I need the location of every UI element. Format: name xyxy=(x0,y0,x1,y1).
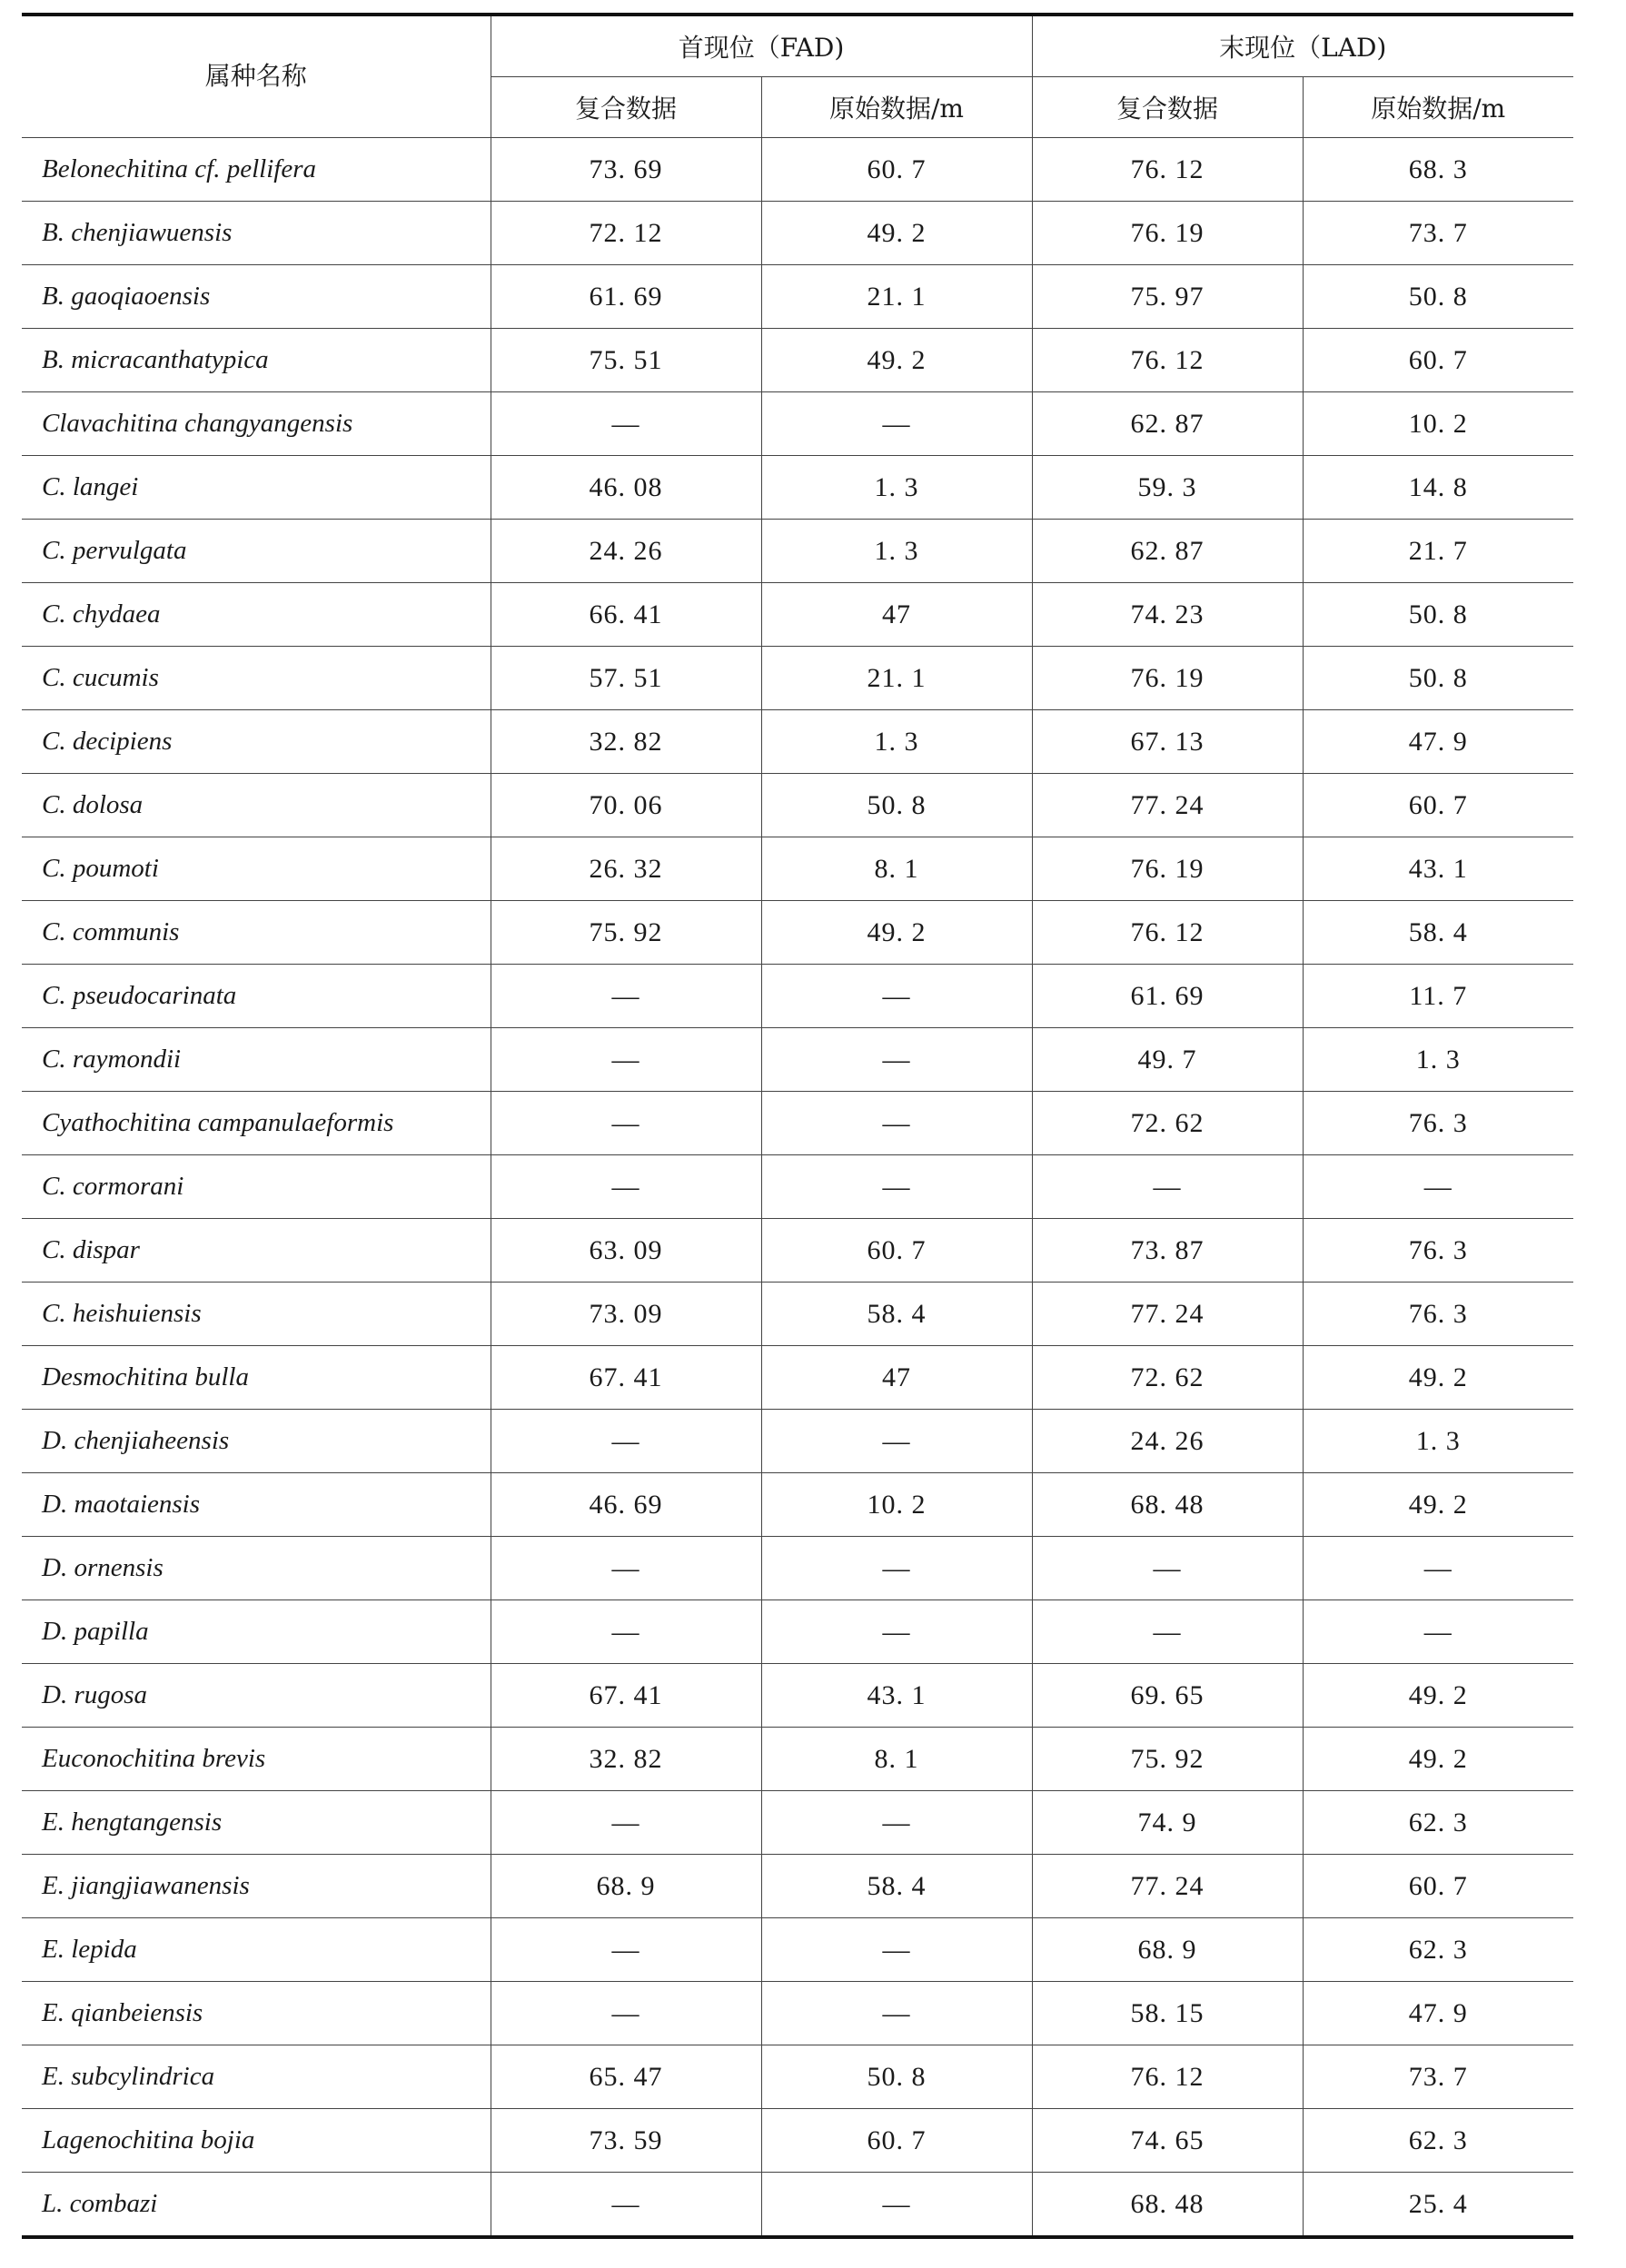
fad-composite-cell: 24. 26 xyxy=(491,520,761,583)
lad-composite-cell: 76. 19 xyxy=(1032,647,1303,710)
table-row xyxy=(22,2173,1573,2238)
table-row xyxy=(22,2045,1573,2109)
fad-raw-cell: — xyxy=(761,1410,1032,1473)
lad-raw-cell: 14. 8 xyxy=(1303,456,1573,520)
species-name-cell: Euconochitina brevis xyxy=(22,1728,491,1791)
table-row xyxy=(22,583,1573,647)
fad-composite-cell: 75. 51 xyxy=(491,329,761,392)
fad-composite-cell: — xyxy=(491,1155,761,1219)
fad-composite-cell: — xyxy=(491,1537,761,1600)
fad-raw-cell: — xyxy=(761,1537,1032,1600)
fad-composite-cell: — xyxy=(491,1982,761,2045)
fad-raw-cell: — xyxy=(761,392,1032,456)
lad-raw-cell: 49. 2 xyxy=(1303,1664,1573,1728)
lad-composite-cell: 73. 87 xyxy=(1032,1219,1303,1283)
table-header xyxy=(22,15,1573,138)
lad-composite-cell: 72. 62 xyxy=(1032,1092,1303,1155)
fad-composite-cell: — xyxy=(491,965,761,1028)
fad-raw-cell: 50. 8 xyxy=(761,774,1032,837)
lad-composite-cell: — xyxy=(1032,1537,1303,1600)
table-row xyxy=(22,837,1573,901)
species-name-cell: C. cucumis xyxy=(22,647,491,710)
species-name-cell: E. lepida xyxy=(22,1918,491,1982)
table-row xyxy=(22,1918,1573,1982)
fad-composite-cell: — xyxy=(491,1028,761,1092)
fad-raw-cell: 60. 7 xyxy=(761,1219,1032,1283)
lad-raw-cell: 60. 7 xyxy=(1303,774,1573,837)
lad-composite-cell: 59. 3 xyxy=(1032,456,1303,520)
lad-raw-cell: 49. 2 xyxy=(1303,1728,1573,1791)
lad-composite-cell: 76. 12 xyxy=(1032,329,1303,392)
lad-raw-cell: 73. 7 xyxy=(1303,202,1573,265)
fad-composite-cell: 68. 9 xyxy=(491,1855,761,1918)
fad-raw-cell: 49. 2 xyxy=(761,329,1032,392)
fad-composite-cell: 61. 69 xyxy=(491,265,761,329)
fad-raw-cell: — xyxy=(761,1600,1032,1664)
fad-raw-cell: 49. 2 xyxy=(761,901,1032,965)
fad-composite-cell: 70. 06 xyxy=(491,774,761,837)
fad-raw-cell: 60. 7 xyxy=(761,2109,1032,2173)
lad-raw-cell: 50. 8 xyxy=(1303,265,1573,329)
species-name-cell: L. combazi xyxy=(22,2173,491,2238)
fad-composite-cell: 72. 12 xyxy=(491,202,761,265)
lad-raw-cell: 50. 8 xyxy=(1303,647,1573,710)
fad-composite-cell: 65. 47 xyxy=(491,2045,761,2109)
fad-composite-cell: — xyxy=(491,392,761,456)
species-name-cell: C. cormorani xyxy=(22,1155,491,1219)
fad-raw-cell: 21. 1 xyxy=(761,647,1032,710)
fad-raw-cell: — xyxy=(761,1028,1032,1092)
lad-composite-cell: 24. 26 xyxy=(1032,1410,1303,1473)
lad-raw-cell: 60. 7 xyxy=(1303,1855,1573,1918)
lad-raw-cell: 76. 3 xyxy=(1303,1283,1573,1346)
table-row xyxy=(22,1537,1573,1600)
fad-raw-cell: 1. 3 xyxy=(761,710,1032,774)
species-name-cell: D. ornensis xyxy=(22,1537,491,1600)
lad-raw-cell: 62. 3 xyxy=(1303,1918,1573,1982)
species-name-cell: C. dispar xyxy=(22,1219,491,1283)
species-name-cell: C. dolosa xyxy=(22,774,491,837)
fad-composite-cell: 26. 32 xyxy=(491,837,761,901)
fad-raw-cell: 1. 3 xyxy=(761,520,1032,583)
species-name-cell: C. decipiens xyxy=(22,710,491,774)
lad-composite-cell: 72. 62 xyxy=(1032,1346,1303,1410)
table-row xyxy=(22,138,1573,202)
fad-raw-cell: 10. 2 xyxy=(761,1473,1032,1537)
fad-composite-cell: 75. 92 xyxy=(491,901,761,965)
table-row xyxy=(22,520,1573,583)
fad-composite-cell: 63. 09 xyxy=(491,1219,761,1283)
table-row xyxy=(22,1664,1573,1728)
lad-raw-cell: 1. 3 xyxy=(1303,1028,1573,1092)
lad-raw-cell: 21. 7 xyxy=(1303,520,1573,583)
table-row xyxy=(22,1346,1573,1410)
lad-raw-cell: 58. 4 xyxy=(1303,901,1573,965)
lad-composite-cell: 75. 92 xyxy=(1032,1728,1303,1791)
lad-raw-cell: 76. 3 xyxy=(1303,1219,1573,1283)
table-row xyxy=(22,1855,1573,1918)
lad-raw-cell: 43. 1 xyxy=(1303,837,1573,901)
lad-raw-cell: 50. 8 xyxy=(1303,583,1573,647)
fad-raw-cell: — xyxy=(761,1092,1032,1155)
table-row xyxy=(22,1600,1573,1664)
species-name-cell: E. qianbeiensis xyxy=(22,1982,491,2045)
lad-composite-cell: 69. 65 xyxy=(1032,1664,1303,1728)
fad-composite-cell: 32. 82 xyxy=(491,1728,761,1791)
lad-composite-cell: 76. 12 xyxy=(1032,901,1303,965)
fad-raw-cell: 43. 1 xyxy=(761,1664,1032,1728)
lad-raw-cell: 25. 4 xyxy=(1303,2173,1573,2238)
species-name-cell: C. poumoti xyxy=(22,837,491,901)
lad-composite-cell: — xyxy=(1032,1600,1303,1664)
lad-raw-cell: 10. 2 xyxy=(1303,392,1573,456)
fad-raw-cell: — xyxy=(761,1791,1032,1855)
lad-raw-cell: 11. 7 xyxy=(1303,965,1573,1028)
header-row-1 xyxy=(22,15,1573,77)
lad-raw-cell: — xyxy=(1303,1155,1573,1219)
lad-composite-cell: 74. 65 xyxy=(1032,2109,1303,2173)
lad-raw-cell: 49. 2 xyxy=(1303,1473,1573,1537)
lad-composite-cell: 75. 97 xyxy=(1032,265,1303,329)
fad-raw-cell: 50. 8 xyxy=(761,2045,1032,2109)
species-name-cell: E. hengtangensis xyxy=(22,1791,491,1855)
fad-raw-cell: 49. 2 xyxy=(761,202,1032,265)
lad-composite-cell: 76. 12 xyxy=(1032,138,1303,202)
table-row xyxy=(22,329,1573,392)
header-species-name: 属种名称 xyxy=(22,15,491,138)
species-name-cell: Clavachitina changyangensis xyxy=(22,392,491,456)
fad-raw-cell: 58. 4 xyxy=(761,1283,1032,1346)
lad-raw-cell: 62. 3 xyxy=(1303,2109,1573,2173)
fad-composite-cell: — xyxy=(491,1410,761,1473)
table-row xyxy=(22,456,1573,520)
lad-composite-cell: 74. 9 xyxy=(1032,1791,1303,1855)
fad-raw-cell: — xyxy=(761,1155,1032,1219)
species-name-cell: Cyathochitina campanulaeformis xyxy=(22,1092,491,1155)
table-row xyxy=(22,1791,1573,1855)
fad-composite-cell: — xyxy=(491,1791,761,1855)
fad-raw-cell: — xyxy=(761,2173,1032,2238)
table-row xyxy=(22,1410,1573,1473)
lad-composite-cell: 68. 48 xyxy=(1032,1473,1303,1537)
fad-composite-cell: 67. 41 xyxy=(491,1664,761,1728)
lad-composite-cell: 58. 15 xyxy=(1032,1982,1303,2045)
fad-composite-cell: 73. 59 xyxy=(491,2109,761,2173)
fad-raw-cell: 47 xyxy=(761,583,1032,647)
table-body xyxy=(22,138,1573,2238)
fad-raw-cell: 21. 1 xyxy=(761,265,1032,329)
fad-composite-cell: — xyxy=(491,1092,761,1155)
species-name-cell: C. heishuiensis xyxy=(22,1283,491,1346)
lad-composite-cell: 76. 19 xyxy=(1032,202,1303,265)
fad-raw-cell: — xyxy=(761,1918,1032,1982)
header-lad-composite: 复合数据 xyxy=(1032,77,1303,138)
table-row xyxy=(22,1028,1573,1092)
fad-raw-cell: — xyxy=(761,965,1032,1028)
species-name-cell: C. pseudocarinata xyxy=(22,965,491,1028)
lad-raw-cell: 62. 3 xyxy=(1303,1791,1573,1855)
header-fad-raw: 原始数据/m xyxy=(761,77,1032,138)
lad-raw-cell: 1. 3 xyxy=(1303,1410,1573,1473)
species-name-cell: B. micracanthatypica xyxy=(22,329,491,392)
species-name-cell: C. chydaea xyxy=(22,583,491,647)
species-name-cell: C. raymondii xyxy=(22,1028,491,1092)
data-table-container xyxy=(22,13,1573,2239)
chitinozoan-range-table xyxy=(22,13,1573,2239)
table-row xyxy=(22,1283,1573,1346)
fad-composite-cell: — xyxy=(491,1918,761,1982)
lad-raw-cell: 76. 3 xyxy=(1303,1092,1573,1155)
lad-composite-cell: 77. 24 xyxy=(1032,1855,1303,1918)
lad-composite-cell: 62. 87 xyxy=(1032,520,1303,583)
table-row xyxy=(22,774,1573,837)
header-lad-raw: 原始数据/m xyxy=(1303,77,1573,138)
lad-raw-cell: — xyxy=(1303,1537,1573,1600)
table-row xyxy=(22,1092,1573,1155)
lad-raw-cell: 60. 7 xyxy=(1303,329,1573,392)
lad-composite-cell: 74. 23 xyxy=(1032,583,1303,647)
lad-composite-cell: 68. 9 xyxy=(1032,1918,1303,1982)
table-row xyxy=(22,202,1573,265)
header-lad-group: 末现位（LAD) xyxy=(1032,15,1573,77)
fad-raw-cell: 8. 1 xyxy=(761,1728,1032,1791)
species-name-cell: C. communis xyxy=(22,901,491,965)
header-fad-composite: 复合数据 xyxy=(491,77,761,138)
table-row xyxy=(22,392,1573,456)
fad-raw-cell: — xyxy=(761,1982,1032,2045)
lad-composite-cell: 77. 24 xyxy=(1032,1283,1303,1346)
fad-raw-cell: 1. 3 xyxy=(761,456,1032,520)
fad-raw-cell: 60. 7 xyxy=(761,138,1032,202)
species-name-cell: Desmochitina bulla xyxy=(22,1346,491,1410)
fad-composite-cell: 66. 41 xyxy=(491,583,761,647)
species-name-cell: B. chenjiawuensis xyxy=(22,202,491,265)
table-row xyxy=(22,1728,1573,1791)
fad-composite-cell: 46. 69 xyxy=(491,1473,761,1537)
lad-composite-cell: 76. 19 xyxy=(1032,837,1303,901)
fad-composite-cell: — xyxy=(491,1600,761,1664)
lad-composite-cell: 49. 7 xyxy=(1032,1028,1303,1092)
table-row xyxy=(22,1219,1573,1283)
species-name-cell: D. chenjiaheensis xyxy=(22,1410,491,1473)
fad-raw-cell: 8. 1 xyxy=(761,837,1032,901)
table-row xyxy=(22,710,1573,774)
lad-raw-cell: 49. 2 xyxy=(1303,1346,1573,1410)
species-name-cell: C. langei xyxy=(22,456,491,520)
lad-raw-cell: 68. 3 xyxy=(1303,138,1573,202)
table-row xyxy=(22,965,1573,1028)
lad-composite-cell: 61. 69 xyxy=(1032,965,1303,1028)
lad-raw-cell: 73. 7 xyxy=(1303,2045,1573,2109)
fad-raw-cell: 58. 4 xyxy=(761,1855,1032,1918)
species-name-cell: D. rugosa xyxy=(22,1664,491,1728)
header-fad-group: 首现位（FAD) xyxy=(491,15,1032,77)
fad-composite-cell: 73. 69 xyxy=(491,138,761,202)
species-name-cell: D. maotaiensis xyxy=(22,1473,491,1537)
lad-raw-cell: 47. 9 xyxy=(1303,1982,1573,2045)
fad-composite-cell: 67. 41 xyxy=(491,1346,761,1410)
fad-composite-cell: 46. 08 xyxy=(491,456,761,520)
lad-composite-cell: 67. 13 xyxy=(1032,710,1303,774)
fad-raw-cell: 47 xyxy=(761,1346,1032,1410)
species-name-cell: Lagenochitina bojia xyxy=(22,2109,491,2173)
table-row xyxy=(22,1473,1573,1537)
species-name-cell: E. jiangjiawanensis xyxy=(22,1855,491,1918)
species-name-cell: B. gaoqiaoensis xyxy=(22,265,491,329)
species-name-cell: Belonechitina cf. pellifera xyxy=(22,138,491,202)
species-name-cell: C. pervulgata xyxy=(22,520,491,583)
table-row xyxy=(22,265,1573,329)
fad-composite-cell: — xyxy=(491,2173,761,2238)
species-name-cell: E. subcylindrica xyxy=(22,2045,491,2109)
lad-raw-cell: 47. 9 xyxy=(1303,710,1573,774)
fad-composite-cell: 73. 09 xyxy=(491,1283,761,1346)
fad-composite-cell: 57. 51 xyxy=(491,647,761,710)
table-row xyxy=(22,1982,1573,2045)
table-row xyxy=(22,901,1573,965)
lad-composite-cell: 76. 12 xyxy=(1032,2045,1303,2109)
lad-raw-cell: — xyxy=(1303,1600,1573,1664)
table-row xyxy=(22,2109,1573,2173)
species-name-cell: D. papilla xyxy=(22,1600,491,1664)
fad-composite-cell: 32. 82 xyxy=(491,710,761,774)
table-row xyxy=(22,647,1573,710)
table-row xyxy=(22,1155,1573,1219)
lad-composite-cell: 68. 48 xyxy=(1032,2173,1303,2238)
lad-composite-cell: 77. 24 xyxy=(1032,774,1303,837)
lad-composite-cell: 62. 87 xyxy=(1032,392,1303,456)
lad-composite-cell: — xyxy=(1032,1155,1303,1219)
